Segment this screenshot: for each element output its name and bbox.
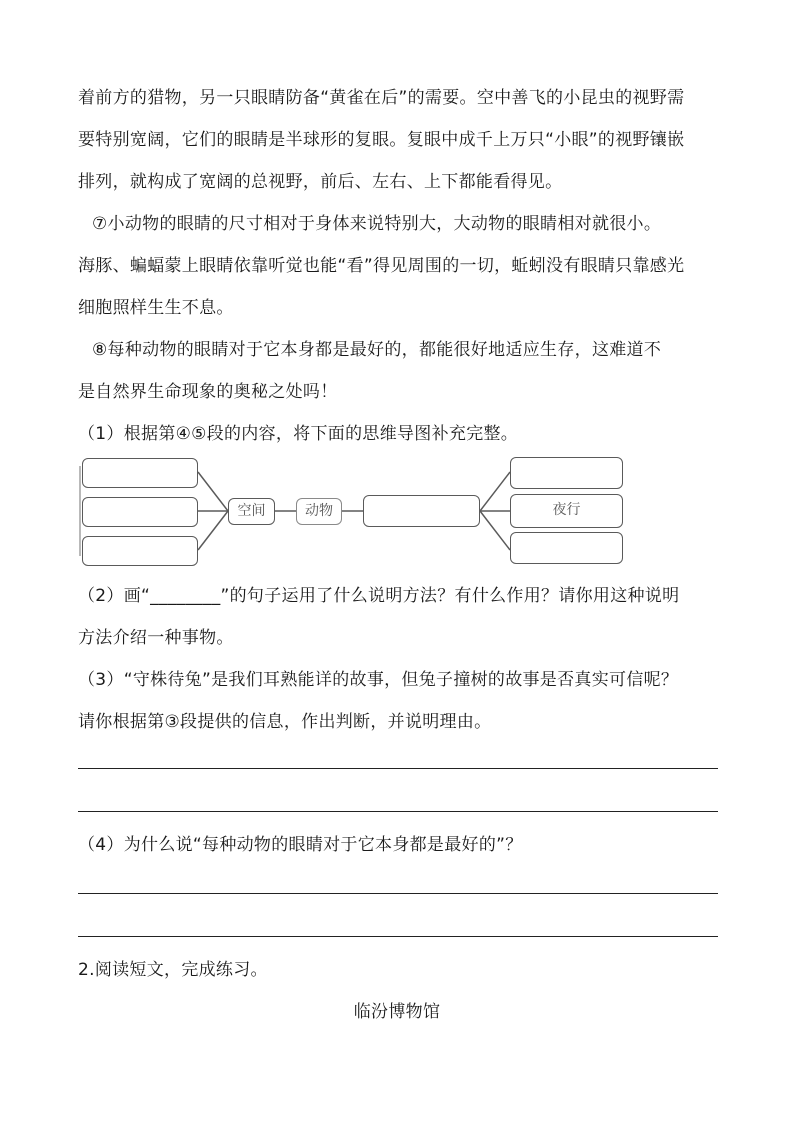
- paragraph-7-line: 海豚、蝙蝠蒙上眼睛依靠听觉也能“看”得见周围的一切，蚯蚓没有眼睛只靠感光: [78, 256, 685, 276]
- night-label: 夜行: [552, 502, 581, 518]
- paragraph-8-line: 是自然界生命现象的奥秘之处吗！: [78, 382, 338, 402]
- night-box: [510, 494, 623, 528]
- connector-line: [480, 472, 510, 511]
- space-label: 空间: [237, 503, 266, 519]
- answer-line[interactable]: [78, 893, 718, 894]
- paragraph-7-line: ⑦小动物的眼睛的尺寸相对于身体来说特别大，大动物的眼睛相对就很小。: [92, 214, 662, 234]
- answer-line[interactable]: [78, 936, 718, 937]
- question-2-line: （2）画“________”的句子运用了什么说明方法？有什么作用？请你用这种说明: [78, 586, 680, 606]
- answer-line[interactable]: [78, 811, 718, 812]
- paragraph-8-line: ⑧每种动物的眼睛对于它本身都是最好的，都能很好地适应生存，这难道不: [92, 340, 662, 360]
- question-4: （4）为什么说“每种动物的眼睛对于它本身都是最好的”？: [78, 835, 523, 855]
- connector-line: [198, 472, 228, 511]
- question-3-line: （3）“守株待兔”是我们耳熟能详的故事，但兔子撞树的故事是否真实可信呢？: [78, 670, 679, 690]
- paragraph-7-line: 细胞照样生生不息。: [78, 298, 234, 318]
- passage-line: 着前方的猎物，另一只眼睛防备“黄雀在后”的需要。空中善飞的小昆虫的视野需: [78, 88, 685, 108]
- animal-label: 动物: [305, 503, 333, 519]
- section-2-heading: 2.阅读短文，完成练习。: [78, 960, 268, 980]
- question-3-line: 请你根据第③段提供的信息，作出判断，并说明理由。: [78, 712, 492, 732]
- passage-line: 要特别宽阔，它们的眼睛是半球形的复眼。复眼中成千上万只“小眼”的视野镶嵌: [78, 130, 685, 150]
- connector-line: [480, 511, 510, 550]
- blank-box-left-middle[interactable]: [82, 497, 198, 527]
- blank-box-left-top[interactable]: [82, 458, 198, 488]
- answer-line[interactable]: [78, 768, 718, 769]
- connector-line: [198, 511, 228, 550]
- animal-box: [296, 498, 342, 525]
- question-1: （1）根据第④⑤段的内容，将下面的思维导图补充完整。: [78, 424, 519, 444]
- passage-line: 排列，就构成了宽阔的总视野，前后、左右、上下都能看得见。: [78, 172, 563, 192]
- question-2-line: 方法介绍一种事物。: [78, 628, 234, 648]
- blank-box-left-bottom[interactable]: [82, 536, 198, 566]
- space-box: [228, 498, 275, 525]
- blank-box-right-bottom[interactable]: [510, 532, 623, 564]
- blank-box-right-top[interactable]: [510, 457, 623, 489]
- blank-box-center[interactable]: [363, 495, 480, 527]
- mind-map: [78, 452, 628, 570]
- article-title: 临汾博物馆: [353, 1002, 441, 1022]
